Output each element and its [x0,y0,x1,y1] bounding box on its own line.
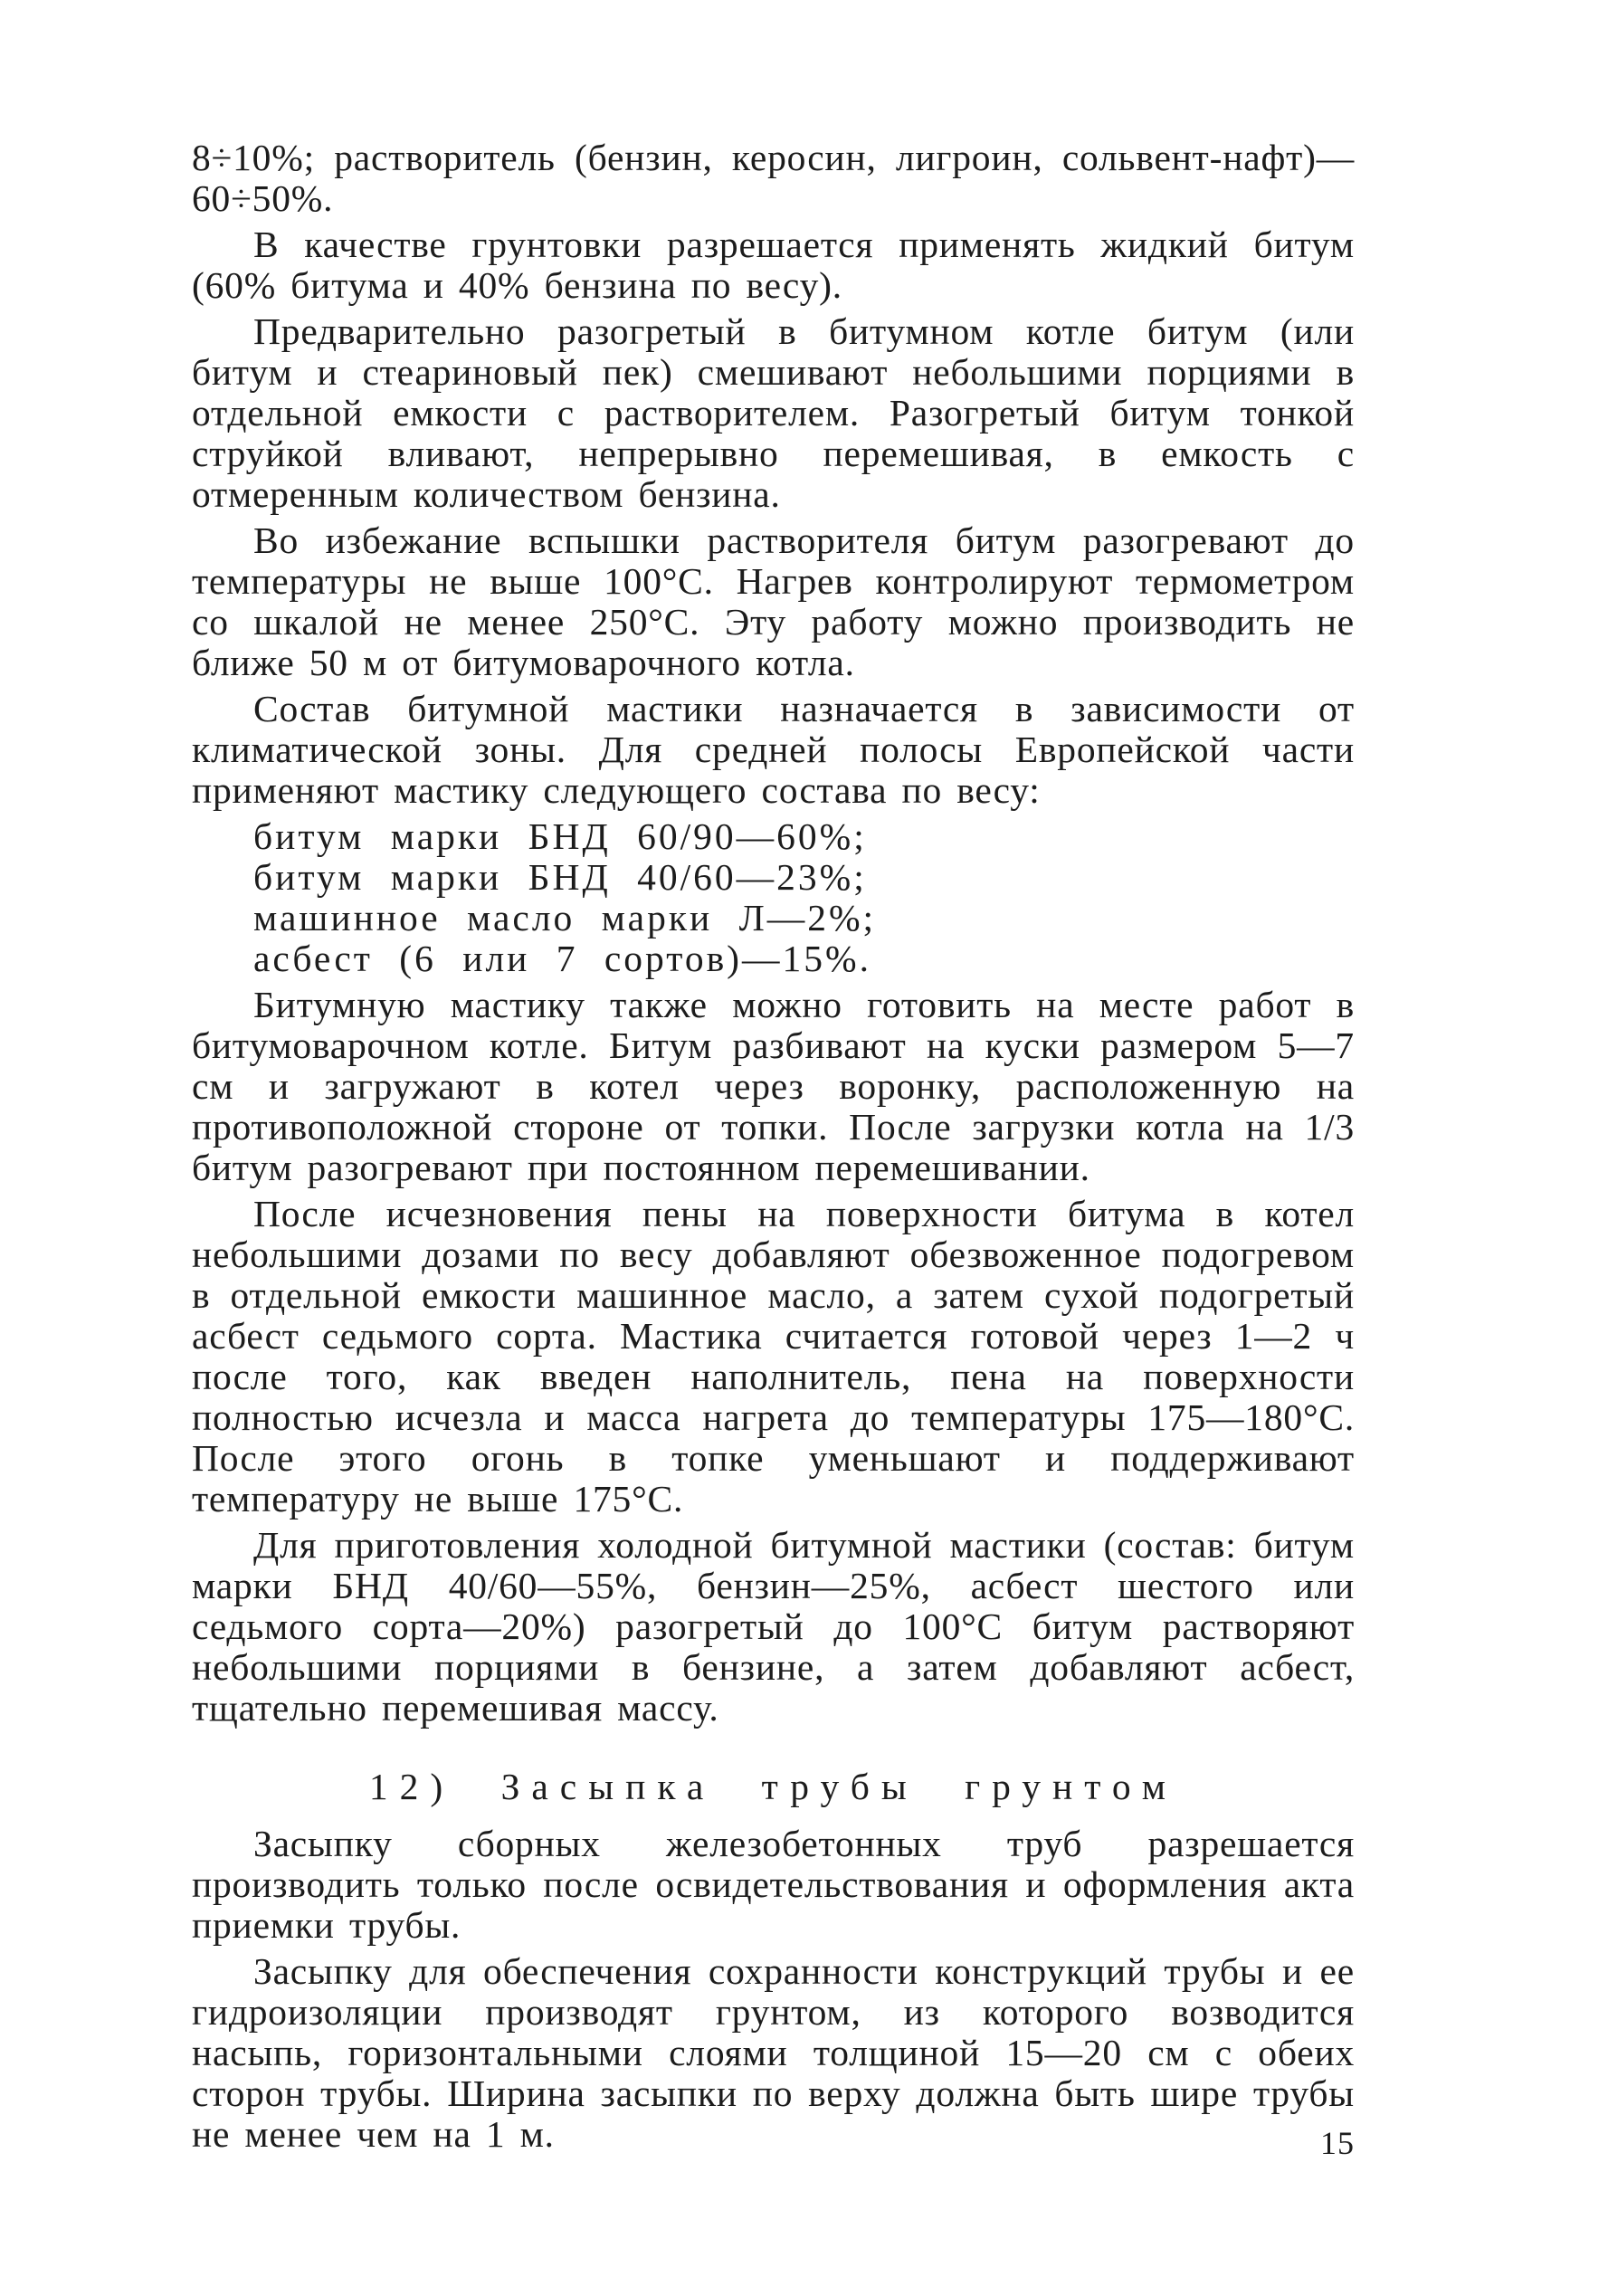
paragraph-cold-mastic: Для приготовления холодной битумной мастики (состав: битум марки БНД 40/60—55%, бензин—25%, асбест шестого или седьмого сорта—20%) разогретый до 100°С битум растворяют небольшими порциями в бензине, а затем добавляют асбест, тщательно перемешивая массу. [192,1524,1355,1729]
paragraph-safety: Во избежание вспышки растворителя битум разогревают до температуры не выше 100°С. Нагрев контролируют термометром со шкалой не менее 250°С. Эту работу можно производить не ближе 50 м от битумоварочного котла. [192,519,1355,683]
paragraph-composition-intro: Состав битумной мастики назначается в зависимости от климатической зоны. Для средней полосы Европейской части применяют мастику следующего состава по весу: [192,688,1355,811]
paragraph-foam-removal: После исчезновения пены на поверхности битума в котел небольшими дозами по весу добавляют обезвоженное подогревом в отдельной емкости машинное масло, а затем сухой подогретый асбест седьмого сорта. Мастика считается готовой через 1—2 ч после того, как введен наполнитель, пена на поверхности полностью исчезла и масса нагрета до температуры 175—180°С. После этого огонь в топке уменьшают и поддерживают температуру не выше 175°С. [192,1193,1355,1520]
page-number: 15 [1320,2125,1355,2161]
body-text [192,138,1355,2155]
paragraph-backfill-permission: Засыпку сборных железобетонных труб разрешается производить только после освидетельствования и оформления акта приемки трубы. [192,1823,1355,1946]
document-page [192,138,1355,2160]
list-item: машинное масло марки Л—2%; [253,897,877,938]
paragraph-solvent-ratio: 8÷10%; растворитель (бензин, керосин, лигроин, сольвент-нафт)—60÷50%. [192,137,1355,219]
composition-list [192,816,1355,979]
list-item: асбест (6 или 7 сортов)—15%. [253,938,871,979]
list-item: битум марки БНД 40/60—23%; [253,856,867,898]
paragraph-backfill-method: Засыпку для обеспечения сохранности конструкций трубы и ее гидроизоляции производят грунтом, из которого возводится насыпь, горизонтальными слоями толщиной 15—20 см с обеих сторон трубы. Ширина засыпки по верху должна быть шире трубы не менее чем на 1 м. [192,1950,1355,2155]
paragraph-primer: В качестве грунтовки разрешается применять жидкий битум (60% битума и 40% бензина по весу). [192,224,1355,306]
paragraph-mixing: Предварительно разогретый в битумном котле битум (или битум и стеариновый пек) смешивают небольшими порциями в отдельной емкости с растворителем. Разогретый битум тонкой струйкой вливают, непрерывно перемешивая, в емкость с отмеренным количеством бензина. [192,310,1355,515]
paragraph-onsite-preparation: Битумную мастику также можно готовить на месте работ в битумоварочном котле. Битум разбивают на куски размером 5—7 см и загружают в котел через воронку, расположенную на противоположной стороне от топки. После загрузки котла на 1/3 битум разогревают при постоянном перемешивании. [192,984,1355,1188]
list-item: битум марки БНД 60/90—60%; [253,815,867,857]
section-heading: 12) Засыпка трубы грунтом [368,1766,1178,1807]
